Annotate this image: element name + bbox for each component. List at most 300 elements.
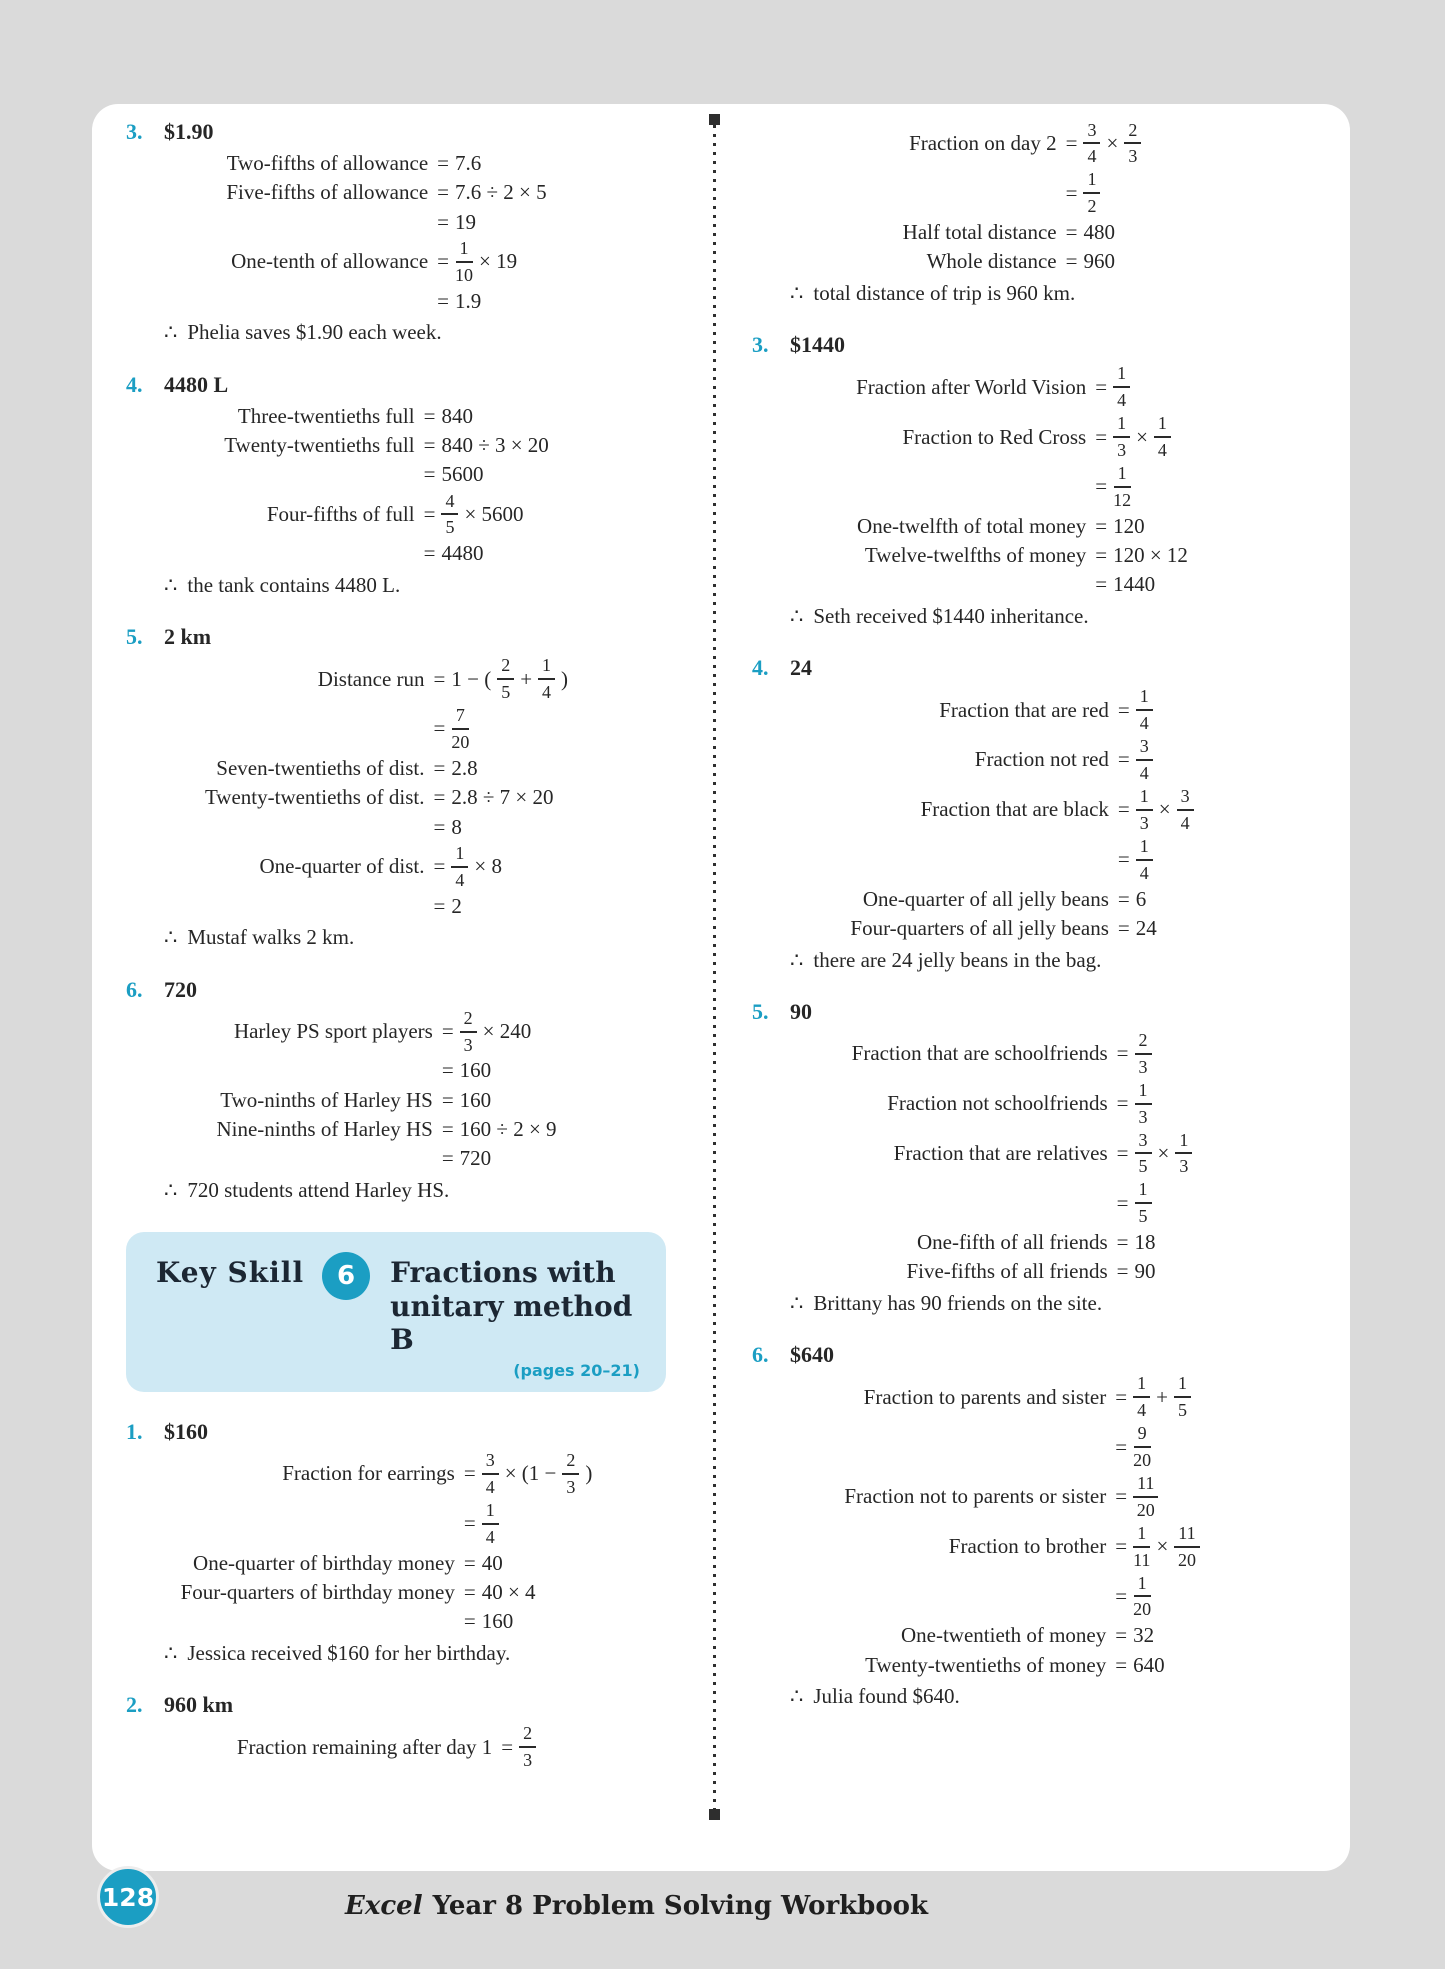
conclusion-text: Brittany has 90 friends on the site. (813, 1291, 1103, 1316)
equation-group (226, 149, 546, 316)
equation-label (433, 1069, 442, 1072)
fraction-numerator: 2 (1124, 120, 1141, 145)
equation-label (1106, 1445, 1115, 1448)
equals-sign: = (463, 1609, 476, 1634)
fraction-denominator: 3 (463, 1034, 473, 1055)
math-text: 160 ÷ 2 × 9 (459, 1116, 557, 1141)
equation-label: Two-fifths of allowance (226, 151, 429, 176)
fraction (1133, 1473, 1158, 1520)
equals-sign: = (1065, 220, 1078, 245)
answer-text: $640 (790, 1342, 834, 1368)
solution-body (164, 623, 609, 953)
fraction-numerator: 2 (562, 1450, 579, 1475)
therefore-icon: ∴ (790, 1684, 804, 1709)
fraction-numerator: 1 (1135, 1179, 1152, 1204)
equation-label (428, 299, 437, 302)
fraction (455, 238, 473, 285)
equation-label (433, 1157, 442, 1160)
equals-sign: = (501, 1734, 514, 1759)
equation-label (425, 904, 434, 907)
equals-sign: = (441, 1087, 454, 1112)
equation-group (237, 1722, 536, 1772)
equation-rhs (1115, 1372, 1191, 1422)
equals-sign: = (1095, 424, 1108, 449)
math-text: 8 (451, 814, 462, 839)
key-skill-pages: (pages 20–21) (513, 1361, 640, 1381)
math-text: 1440 (1113, 572, 1156, 597)
equation-rhs (1117, 1228, 1156, 1257)
fraction (519, 1723, 536, 1770)
equals-sign: = (1116, 1041, 1129, 1066)
math-text: + (1156, 1384, 1168, 1409)
fraction (1124, 120, 1141, 167)
equation-label: Twenty-twentieths of dist. (204, 785, 425, 810)
equals-sign: = (1115, 1534, 1128, 1559)
answer-text: 4480 L (164, 371, 229, 397)
equation-rhs (1066, 118, 1142, 168)
fraction (1174, 1373, 1191, 1420)
key-skill-number: 6 (337, 1261, 356, 1292)
equation-label (415, 552, 424, 555)
equation-rhs (1095, 462, 1131, 512)
fraction (1136, 686, 1153, 733)
equals-sign: = (433, 893, 446, 918)
equation-label: Twenty-twentieths full (224, 433, 415, 458)
fraction-denominator: 20 (1136, 1499, 1155, 1520)
fraction (1135, 1179, 1152, 1226)
math-text: × 19 (479, 249, 518, 274)
fraction-denominator: 4 (1139, 713, 1149, 734)
question-number: 1. (126, 1419, 143, 1445)
fraction-denominator: 5 (1138, 1206, 1148, 1227)
solution-block (126, 623, 609, 953)
fraction-denominator: 20 (1177, 1549, 1196, 1570)
equals-sign: = (1117, 697, 1130, 722)
equation-rhs (434, 891, 462, 920)
conclusion-text: Julia found $640. (813, 1684, 960, 1709)
equation-label: Four-quarters of birthday money (180, 1579, 455, 1604)
fraction-numerator: 1 (456, 238, 473, 263)
math-text: 40 × 4 (481, 1579, 536, 1604)
fraction-numerator: 9 (1134, 1423, 1151, 1448)
solution-block (752, 331, 1254, 632)
equation-label: Half total distance (902, 220, 1057, 245)
equation-rhs (1117, 1178, 1152, 1228)
equation-rhs (1115, 1621, 1154, 1650)
equals-sign: = (423, 501, 436, 526)
footer-title-text: Year 8 Problem Solving Workbook (432, 1891, 929, 1921)
solution-body (164, 1418, 609, 1669)
fraction (1136, 736, 1153, 783)
fraction (1175, 1130, 1192, 1177)
equation-label (455, 1620, 464, 1623)
equation-rhs (1118, 685, 1153, 735)
equation-rhs (464, 1449, 593, 1499)
equals-sign: = (441, 1146, 454, 1171)
equation-rhs (434, 754, 478, 783)
math-text: 1.9 (455, 288, 482, 313)
equation-rhs (442, 1056, 491, 1085)
equation-label: Fraction not red (974, 747, 1109, 772)
conclusion-line (164, 317, 609, 348)
solution-block (126, 118, 609, 349)
solution-body (164, 371, 609, 602)
equation-label (1109, 858, 1118, 861)
equation-label: Nine-ninths of Harley HS (216, 1116, 433, 1141)
fraction-numerator: 1 (1136, 686, 1153, 711)
divider-dotted-line (713, 125, 716, 1809)
conclusion-line (790, 945, 1254, 976)
therefore-icon: ∴ (164, 573, 178, 598)
fraction-numerator: 3 (1083, 120, 1100, 145)
fraction-numerator: 7 (452, 705, 469, 730)
equation-label (415, 473, 424, 476)
column-divider (708, 114, 720, 1820)
equation-rhs (1095, 362, 1130, 412)
fraction (1083, 120, 1100, 167)
solution-body (164, 976, 609, 1207)
fraction-numerator: 3 (1135, 1130, 1152, 1155)
equation-label: Fraction for earrings (282, 1461, 455, 1486)
conclusion-text: Jessica received $160 for her birthday. (187, 1640, 511, 1665)
math-text: × 8 (474, 854, 502, 879)
equation-rhs (1118, 913, 1157, 942)
equation-rhs (1115, 1521, 1199, 1571)
fraction-denominator: 5 (1177, 1400, 1187, 1421)
equals-sign: = (1116, 1140, 1129, 1165)
equation-label (1057, 191, 1066, 194)
question-number (752, 118, 790, 309)
fraction-denominator: 3 (1128, 146, 1138, 167)
equals-sign: = (441, 1116, 454, 1141)
math-text: 90 (1134, 1259, 1156, 1284)
fraction-denominator: 20 (1133, 1450, 1152, 1471)
therefore-icon: ∴ (164, 320, 178, 345)
equals-sign: = (1065, 180, 1078, 205)
math-text: 840 (441, 403, 473, 428)
key-skill-title-line2: unitary method B (390, 1289, 633, 1357)
math-text: × (1158, 797, 1171, 822)
solution-block (752, 118, 1254, 309)
fraction-denominator: 3 (1179, 1156, 1189, 1177)
equals-sign: = (423, 433, 436, 458)
equals-sign: = (1116, 1230, 1129, 1255)
fraction (1113, 363, 1130, 410)
fraction (1133, 1573, 1151, 1620)
fraction-denominator: 5 (445, 517, 455, 538)
math-text: 160 (459, 1058, 492, 1083)
equation-label: Fraction not to parents or sister (844, 1484, 1107, 1509)
fraction-denominator: 3 (1138, 1106, 1148, 1127)
equation-label: One-quarter of dist. (259, 854, 425, 879)
answer-text: $1440 (790, 332, 845, 358)
solution-block (126, 1691, 609, 1771)
equation-rhs (1117, 1257, 1156, 1286)
fraction-denominator: 4 (1087, 146, 1097, 167)
conclusion-text: 720 students attend Harley HS. (187, 1177, 450, 1202)
equation-rhs (1115, 1571, 1151, 1621)
key-skill-box (126, 1232, 666, 1392)
math-text: 4480 (441, 541, 484, 566)
fraction (1113, 413, 1130, 460)
equation-rhs (424, 401, 473, 430)
equation-rhs (1118, 834, 1153, 884)
equation-label: Distance run (317, 666, 425, 691)
right-column (752, 118, 1350, 1713)
equation-rhs (437, 178, 546, 207)
therefore-icon: ∴ (790, 947, 804, 972)
equals-sign: = (437, 249, 449, 274)
equation-rhs (434, 783, 554, 812)
divider-end-cap (709, 1809, 720, 1820)
fraction-denominator: 12 (1113, 489, 1132, 510)
fraction (482, 1450, 499, 1497)
equation-group (850, 685, 1193, 943)
equation-label: One-fifth of all friends (916, 1230, 1108, 1255)
fraction (482, 1500, 499, 1547)
math-text: × (1136, 424, 1148, 449)
key-skill-title-line1: Fractions with (390, 1256, 616, 1290)
fraction (1136, 786, 1153, 833)
equation-label: Whole distance (926, 249, 1057, 274)
fraction-numerator: 1 (1174, 1373, 1191, 1398)
conclusion-line (790, 601, 1254, 632)
equation-rhs (437, 286, 481, 315)
equals-sign: = (433, 785, 446, 810)
question-number: 5. (752, 998, 769, 1024)
fraction-numerator: 1 (1134, 1573, 1151, 1598)
equals-sign: = (463, 1461, 476, 1486)
equation-rhs (424, 539, 484, 568)
equation-label: Four-fifths of full (266, 501, 415, 526)
answer-text: $1.90 (164, 119, 214, 144)
equation-label (425, 727, 434, 730)
equation-rhs (437, 149, 481, 178)
fraction-numerator: 3 (1177, 786, 1194, 811)
equals-sign: = (1115, 1583, 1128, 1608)
equation-label: Fraction remaining after day 1 (236, 1734, 493, 1759)
conclusion-text: Phelia saves $1.90 each week. (187, 320, 442, 345)
equals-sign: = (433, 814, 446, 839)
math-text: 840 ÷ 3 × 20 (441, 433, 549, 458)
solution-body (790, 654, 1254, 976)
equation-rhs (1095, 511, 1144, 540)
fraction-numerator: 1 (1136, 786, 1153, 811)
solution-block (126, 976, 609, 1207)
key-skill-title (390, 1256, 644, 1357)
fraction-denominator: 4 (455, 869, 465, 890)
equation-rhs (1118, 785, 1194, 835)
workbook-page (92, 104, 1350, 1871)
math-text: ) (561, 666, 569, 691)
equation-label (425, 825, 434, 828)
footer-brand: Excel (345, 1891, 423, 1921)
equation-rhs (1115, 1650, 1164, 1679)
fraction-denominator: 10 (455, 264, 473, 285)
fraction (1135, 1030, 1152, 1077)
conclusion-line (164, 922, 609, 953)
equation-label: One-twelfth of total money (857, 513, 1087, 538)
equation-rhs (1066, 218, 1115, 247)
equals-sign: = (423, 403, 436, 428)
fraction-denominator: 20 (1133, 1599, 1152, 1620)
fraction-denominator: 2 (1087, 196, 1097, 217)
equation-label (1086, 583, 1095, 586)
equation-label (455, 1522, 464, 1525)
equation-label: Twenty-twentieths of money (865, 1652, 1107, 1677)
equation-label: Fraction to parents and sister (863, 1384, 1107, 1409)
fraction-numerator: 1 (1136, 836, 1153, 861)
solution-body (790, 118, 1254, 309)
equation-group (224, 401, 549, 568)
solutions-columns (92, 104, 1350, 1772)
equation-rhs (1095, 570, 1155, 599)
fraction-numerator: 1 (1113, 363, 1130, 388)
equation-label: Fraction that are schoolfriends (851, 1041, 1108, 1066)
equals-sign: = (1116, 1259, 1129, 1284)
fraction-denominator: 4 (485, 1526, 495, 1547)
equation-rhs (1117, 1128, 1193, 1178)
answer-text: 720 (164, 976, 197, 1002)
equation-rhs (442, 1144, 491, 1173)
equation-rhs (1118, 735, 1153, 785)
equals-sign: = (433, 854, 446, 879)
math-text: 7.6 (455, 151, 482, 176)
equals-sign: = (1095, 474, 1108, 499)
equals-sign: = (1115, 1434, 1128, 1459)
fraction (1133, 1373, 1150, 1420)
key-skill-header (156, 1256, 644, 1357)
fraction (538, 655, 555, 702)
question-number: 6. (126, 976, 143, 1002)
fraction-denominator: 4 (542, 682, 552, 703)
equation-group (181, 1449, 593, 1636)
solution-block (752, 654, 1254, 976)
fraction-numerator: 11 (1174, 1523, 1199, 1548)
fraction (1133, 1523, 1150, 1570)
therefore-icon: ∴ (164, 1640, 178, 1665)
conclusion-line (790, 1288, 1254, 1319)
equation-group (903, 118, 1142, 276)
equation-label: Fraction to brother (948, 1534, 1107, 1559)
equation-label: Five-fifths of allowance (226, 180, 429, 205)
fraction-numerator: 1 (538, 655, 555, 680)
math-text: 18 (1134, 1230, 1156, 1255)
fraction-numerator: 4 (441, 491, 458, 516)
fraction-numerator: 1 (451, 843, 468, 868)
equation-group (844, 1372, 1199, 1679)
solution-body (790, 998, 1254, 1320)
fraction (451, 705, 469, 752)
math-text: × (1 − (504, 1461, 557, 1486)
math-text: × (1106, 130, 1119, 155)
math-text: 120 × 12 (1113, 543, 1188, 568)
equation-rhs (424, 460, 484, 489)
conclusion-line (164, 1175, 609, 1206)
equation-rhs (1066, 247, 1115, 276)
equation-label: Fraction not schoolfriends (887, 1091, 1108, 1115)
equation-label: Twelve-twelfths of money (864, 543, 1087, 568)
math-text: × 240 (482, 1018, 532, 1043)
fraction-denominator: 20 (451, 732, 470, 753)
equation-group (856, 362, 1188, 599)
equation-rhs (437, 236, 517, 286)
answer-text: 2 km (164, 624, 212, 650)
equals-sign: = (1117, 915, 1130, 940)
fraction-denominator: 4 (1139, 862, 1149, 883)
equation-group (216, 1006, 556, 1173)
equals-sign: = (1115, 1484, 1128, 1509)
conclusion-text: the tank contains 4480 L. (187, 573, 401, 598)
equation-label: Harley PS sport players (233, 1018, 433, 1043)
left-column (126, 118, 640, 1772)
fraction-numerator: 1 (1083, 169, 1100, 194)
equation-rhs (434, 812, 462, 841)
equals-sign: = (441, 1018, 454, 1043)
math-text: 960 (1083, 249, 1115, 274)
equation-rhs (1118, 884, 1146, 913)
equation-rhs (1115, 1472, 1158, 1522)
math-text: 40 (481, 1550, 503, 1575)
fraction-denominator: 3 (1117, 440, 1127, 461)
math-text: ) (585, 1461, 593, 1486)
fraction-numerator: 3 (482, 1450, 499, 1475)
math-text: 1 − ( (451, 666, 492, 691)
equation-rhs (437, 207, 476, 236)
solution-block (126, 371, 609, 602)
fraction (1113, 463, 1131, 510)
question-number: 4. (752, 655, 769, 681)
fraction-numerator: 2 (497, 655, 514, 680)
fraction-numerator: 1 (1175, 1130, 1192, 1155)
therefore-icon: ∴ (164, 1177, 178, 1202)
equation-rhs (442, 1006, 531, 1056)
key-skill-label: Key Skill (156, 1256, 305, 1290)
conclusion-line (164, 570, 609, 601)
equation-label: One-quarter of all jelly beans (862, 886, 1109, 911)
math-text: 6 (1135, 886, 1147, 911)
answer-text: $160 (164, 1419, 208, 1445)
equation-rhs (434, 841, 502, 891)
equals-sign: = (433, 756, 446, 780)
equation-rhs (424, 489, 524, 539)
equation-rhs (442, 1085, 491, 1114)
equation-label: Four-quarters of all jelly beans (850, 915, 1109, 940)
equation-rhs (464, 1607, 513, 1636)
fraction-numerator: 1 (1154, 413, 1171, 438)
equals-sign: = (441, 1058, 454, 1083)
equation-rhs (434, 654, 569, 704)
math-text: × (1157, 1140, 1170, 1165)
solution-block (752, 1341, 1254, 1712)
math-text: 24 (1135, 915, 1157, 940)
equation-rhs (1117, 1028, 1152, 1078)
fraction (1154, 413, 1171, 460)
equals-sign: = (1065, 249, 1078, 274)
equals-sign: = (1116, 1091, 1129, 1115)
equals-sign: = (1095, 374, 1108, 399)
math-text: 2.8 (451, 756, 478, 780)
fraction-numerator: 1 (1114, 463, 1131, 488)
conclusion-text: Seth received $1440 inheritance. (813, 604, 1089, 629)
equals-sign: = (463, 1579, 476, 1604)
answer-text: 960 km (164, 1692, 234, 1718)
equals-sign: = (437, 180, 449, 205)
equation-rhs (434, 704, 470, 754)
equation-label: Two-ninths of Harley HS (220, 1087, 433, 1112)
equals-sign: = (1115, 1384, 1128, 1409)
equation-label: One-quarter of birthday money (193, 1550, 455, 1575)
